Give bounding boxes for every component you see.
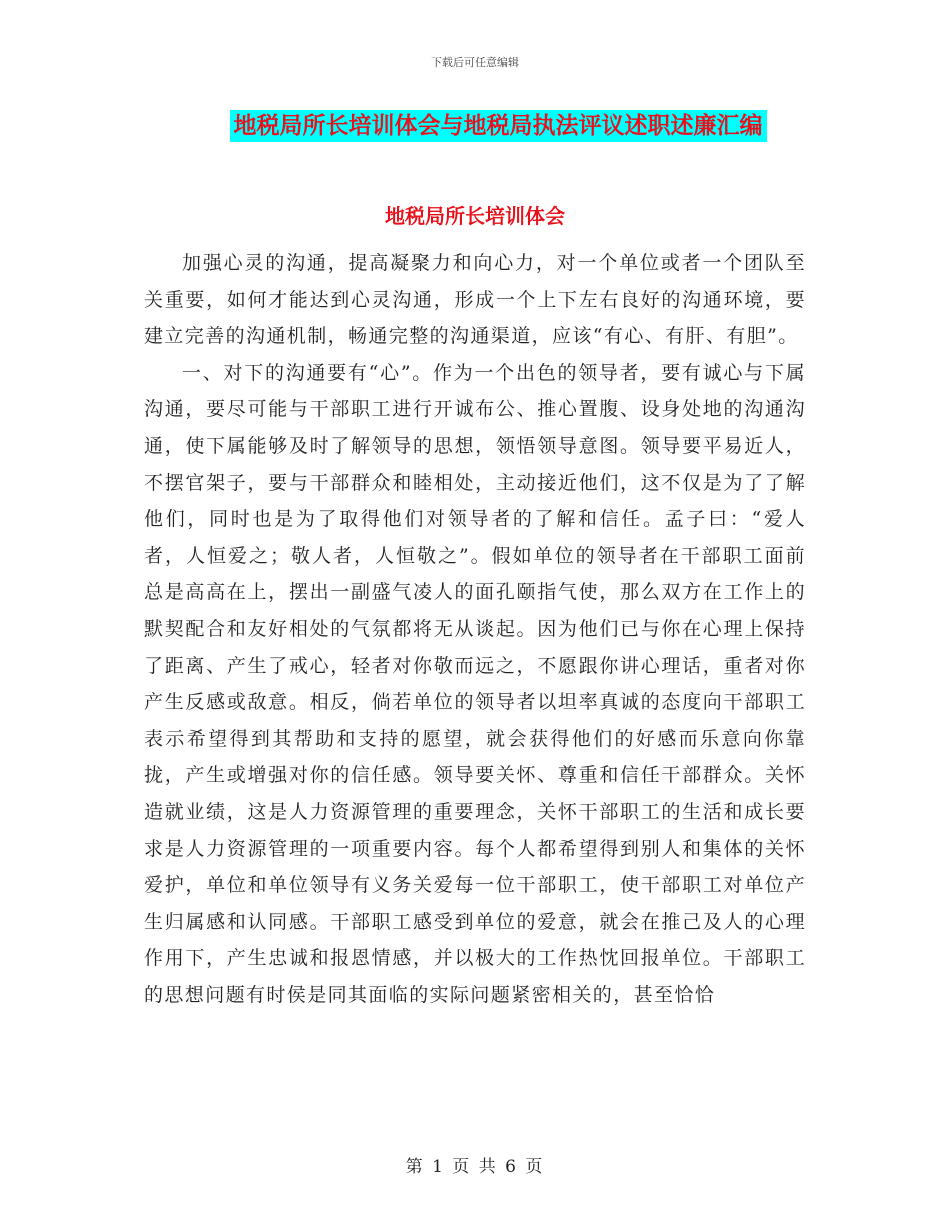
paragraph: 加强心灵的沟通，提高凝聚力和向心力，对一个单位或者一个团队至关重要，如何才能达到心灵沟通，形成一个上下左右良好的沟通环境，要建立完善的沟通机制，畅通完整的沟通渠道，应该“有心、有肝、有胆”。 bbox=[144, 252, 806, 348]
header-note: 下载后可任意编辑 bbox=[431, 56, 519, 69]
paragraph: 一、对下的沟通要有“心”。作为一个出色的领导者，要有诚心与下属沟通，要尽可能与干部职工进行开诚布公、推心置腹、设身处地的沟通沟通，使下属能够及时了解领导的思想，领悟领导意图。领导要平易近人，不摆官架子，要与干部群众和睦相处，主动接近他们，这不仅是为了了解他们，同时也是为了取得他们对领导者的了解和信任。孟子曰：“爱人者，人恒爱之；敬人者，人恒敬之”。假如单位的领导者在干部职工面前总是高高在上，摆出一副盛气凌人的面孔颐指气使，那么双方在工作上的默契配合和友好相处的气氛都将无从谈起。因为他们已与你在心理上保持了距离、产生了戒心，轻者对你敬而远之，不愿跟你讲心理话，重者对你产生反感或敌意。相反，倘若单位的领导者以坦率真诚的态度向干部职工表示希望得到其帮助和支持的愿望，就会获得他们的好感而乐意向你靠拢，产生或增强对你的信任感。领导要关怀、尊重和信任干部群众。关怀造就业绩，这是人力资源管理的重要理念，关怀干部职工的生活和成长要求是人力资源管理的一项重要内容。每个人都希望得到别人和集体的关怀爱护，单位和单位领导有义务关爱每一位干部职工，使干部职工对单位产生归属感和认同感。干部职工感受到单位的爱意，就会在推己及人的心理作用下，产生忠诚和报恩情感，并以极大的工作热忱回报单位。干部职工的思想问题有时侯是同其面临的实际问题紧密相关的，甚至恰恰 bbox=[144, 361, 806, 1006]
document-title: 地税局所长培训体会与地税局执法评议述职述廉汇编 bbox=[230, 110, 767, 142]
page-number: 第 1 页 共 6 页 bbox=[405, 1157, 545, 1177]
title-container bbox=[0, 110, 950, 142]
section-title: 地税局所长培训体会 bbox=[385, 204, 565, 228]
document-body bbox=[144, 245, 806, 1013]
